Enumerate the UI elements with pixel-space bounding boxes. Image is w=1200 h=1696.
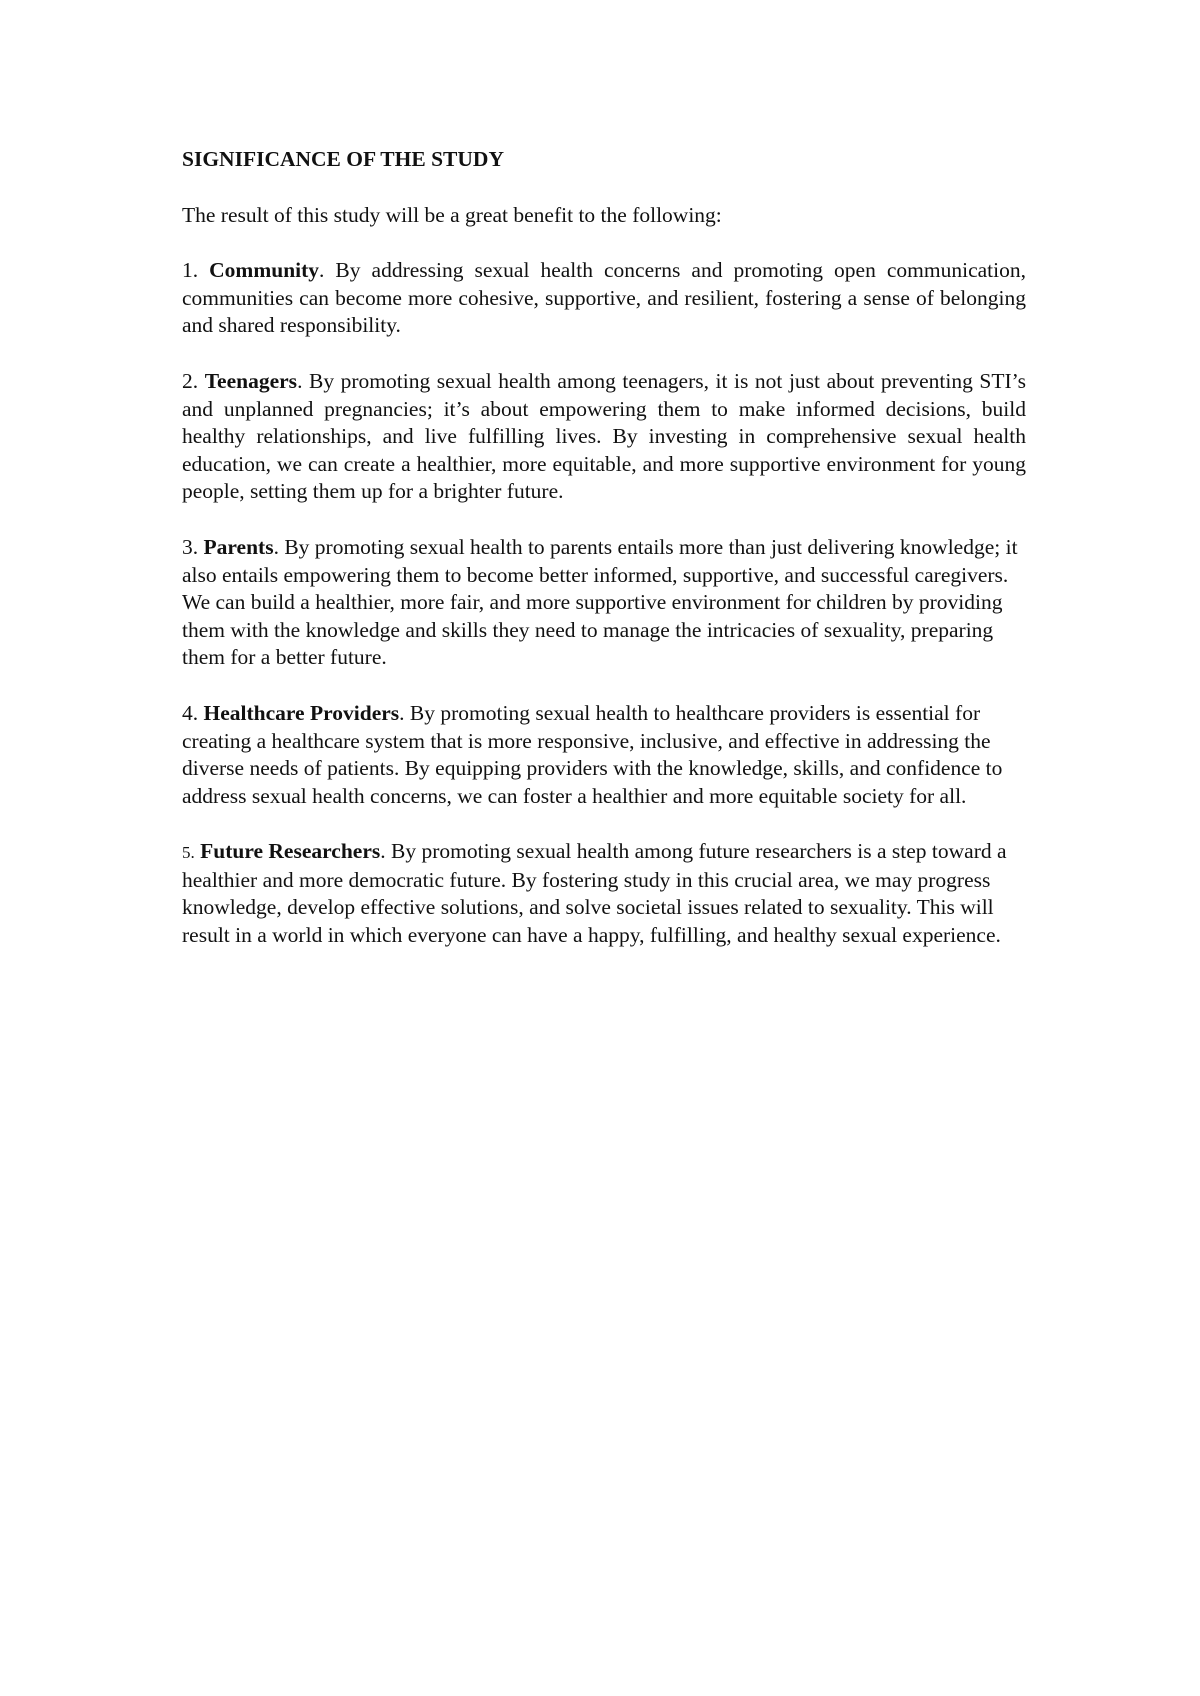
item-text: . By promoting sexual health to parents entails more than just delivering knowledge; it also entails empowering them to become better informed, supportive, and successful caregivers. We can build a healthier, more fair, and more supportive environment for children by providing them with the knowledge and skills they need to manage the intricacies of sexuality, preparing them for a better future. <box>182 534 1018 670</box>
item-term: Community <box>209 258 320 283</box>
intro-paragraph: The result of this study will be a great benefit to the following: <box>182 202 722 227</box>
list-item-community <box>182 257 1026 340</box>
item-number: 4. <box>182 700 199 725</box>
list-item-teenagers <box>182 368 1026 506</box>
list-item-future-researchers <box>182 838 1026 949</box>
item-text: . By promoting sexual health to healthcare providers is essential for creating a healthcare system that is more responsive, inclusive, and effective in addressing the diverse needs of patients. By equipping providers with the knowledge, skills, and confidence to address sexual health concerns, we can foster a healthier and more equitable society for all. <box>182 700 1003 808</box>
item-number: 5. <box>182 843 195 863</box>
item-number: 2. <box>182 368 199 393</box>
list-item-parents <box>182 534 1026 672</box>
item-text: . By promoting sexual health among teenagers, it is not just about preventing STI’s and unplanned pregnancies; it’s about empowering them to make informed decisions, build healthy relationships, and live fulfilling lives. By investing in comprehensive sexual health education, we can create a healthier, more equitable, and more supportive environment for young people, setting them up for a brighter future. <box>182 368 1026 504</box>
page-title: SIGNIFICANCE OF THE STUDY <box>182 147 504 171</box>
item-text: . By promoting sexual health among future researchers is a step toward a healthier and more democratic future. By fostering study in this crucial area, we may progress knowledge, develop effective solutions, and solve societal issues related to sexuality. This will result in a world in which everyone can have a happy, fulfilling, and healthy sexual experience. <box>182 839 1007 948</box>
list-item-healthcare-providers <box>182 700 1026 810</box>
item-term: Future Researchers <box>200 839 381 864</box>
item-term: Healthcare Providers <box>203 700 400 725</box>
document-page <box>182 146 1026 978</box>
item-number: 3. <box>182 534 199 559</box>
item-term: Parents <box>203 534 274 559</box>
item-term: Teenagers <box>204 368 298 393</box>
item-text: . By addressing sexual health concerns and promoting open communication, communities can become more cohesive, supportive, and resilient, fostering a sense of belonging and shared responsibility. <box>182 258 1026 338</box>
item-number: 1. <box>182 258 199 283</box>
